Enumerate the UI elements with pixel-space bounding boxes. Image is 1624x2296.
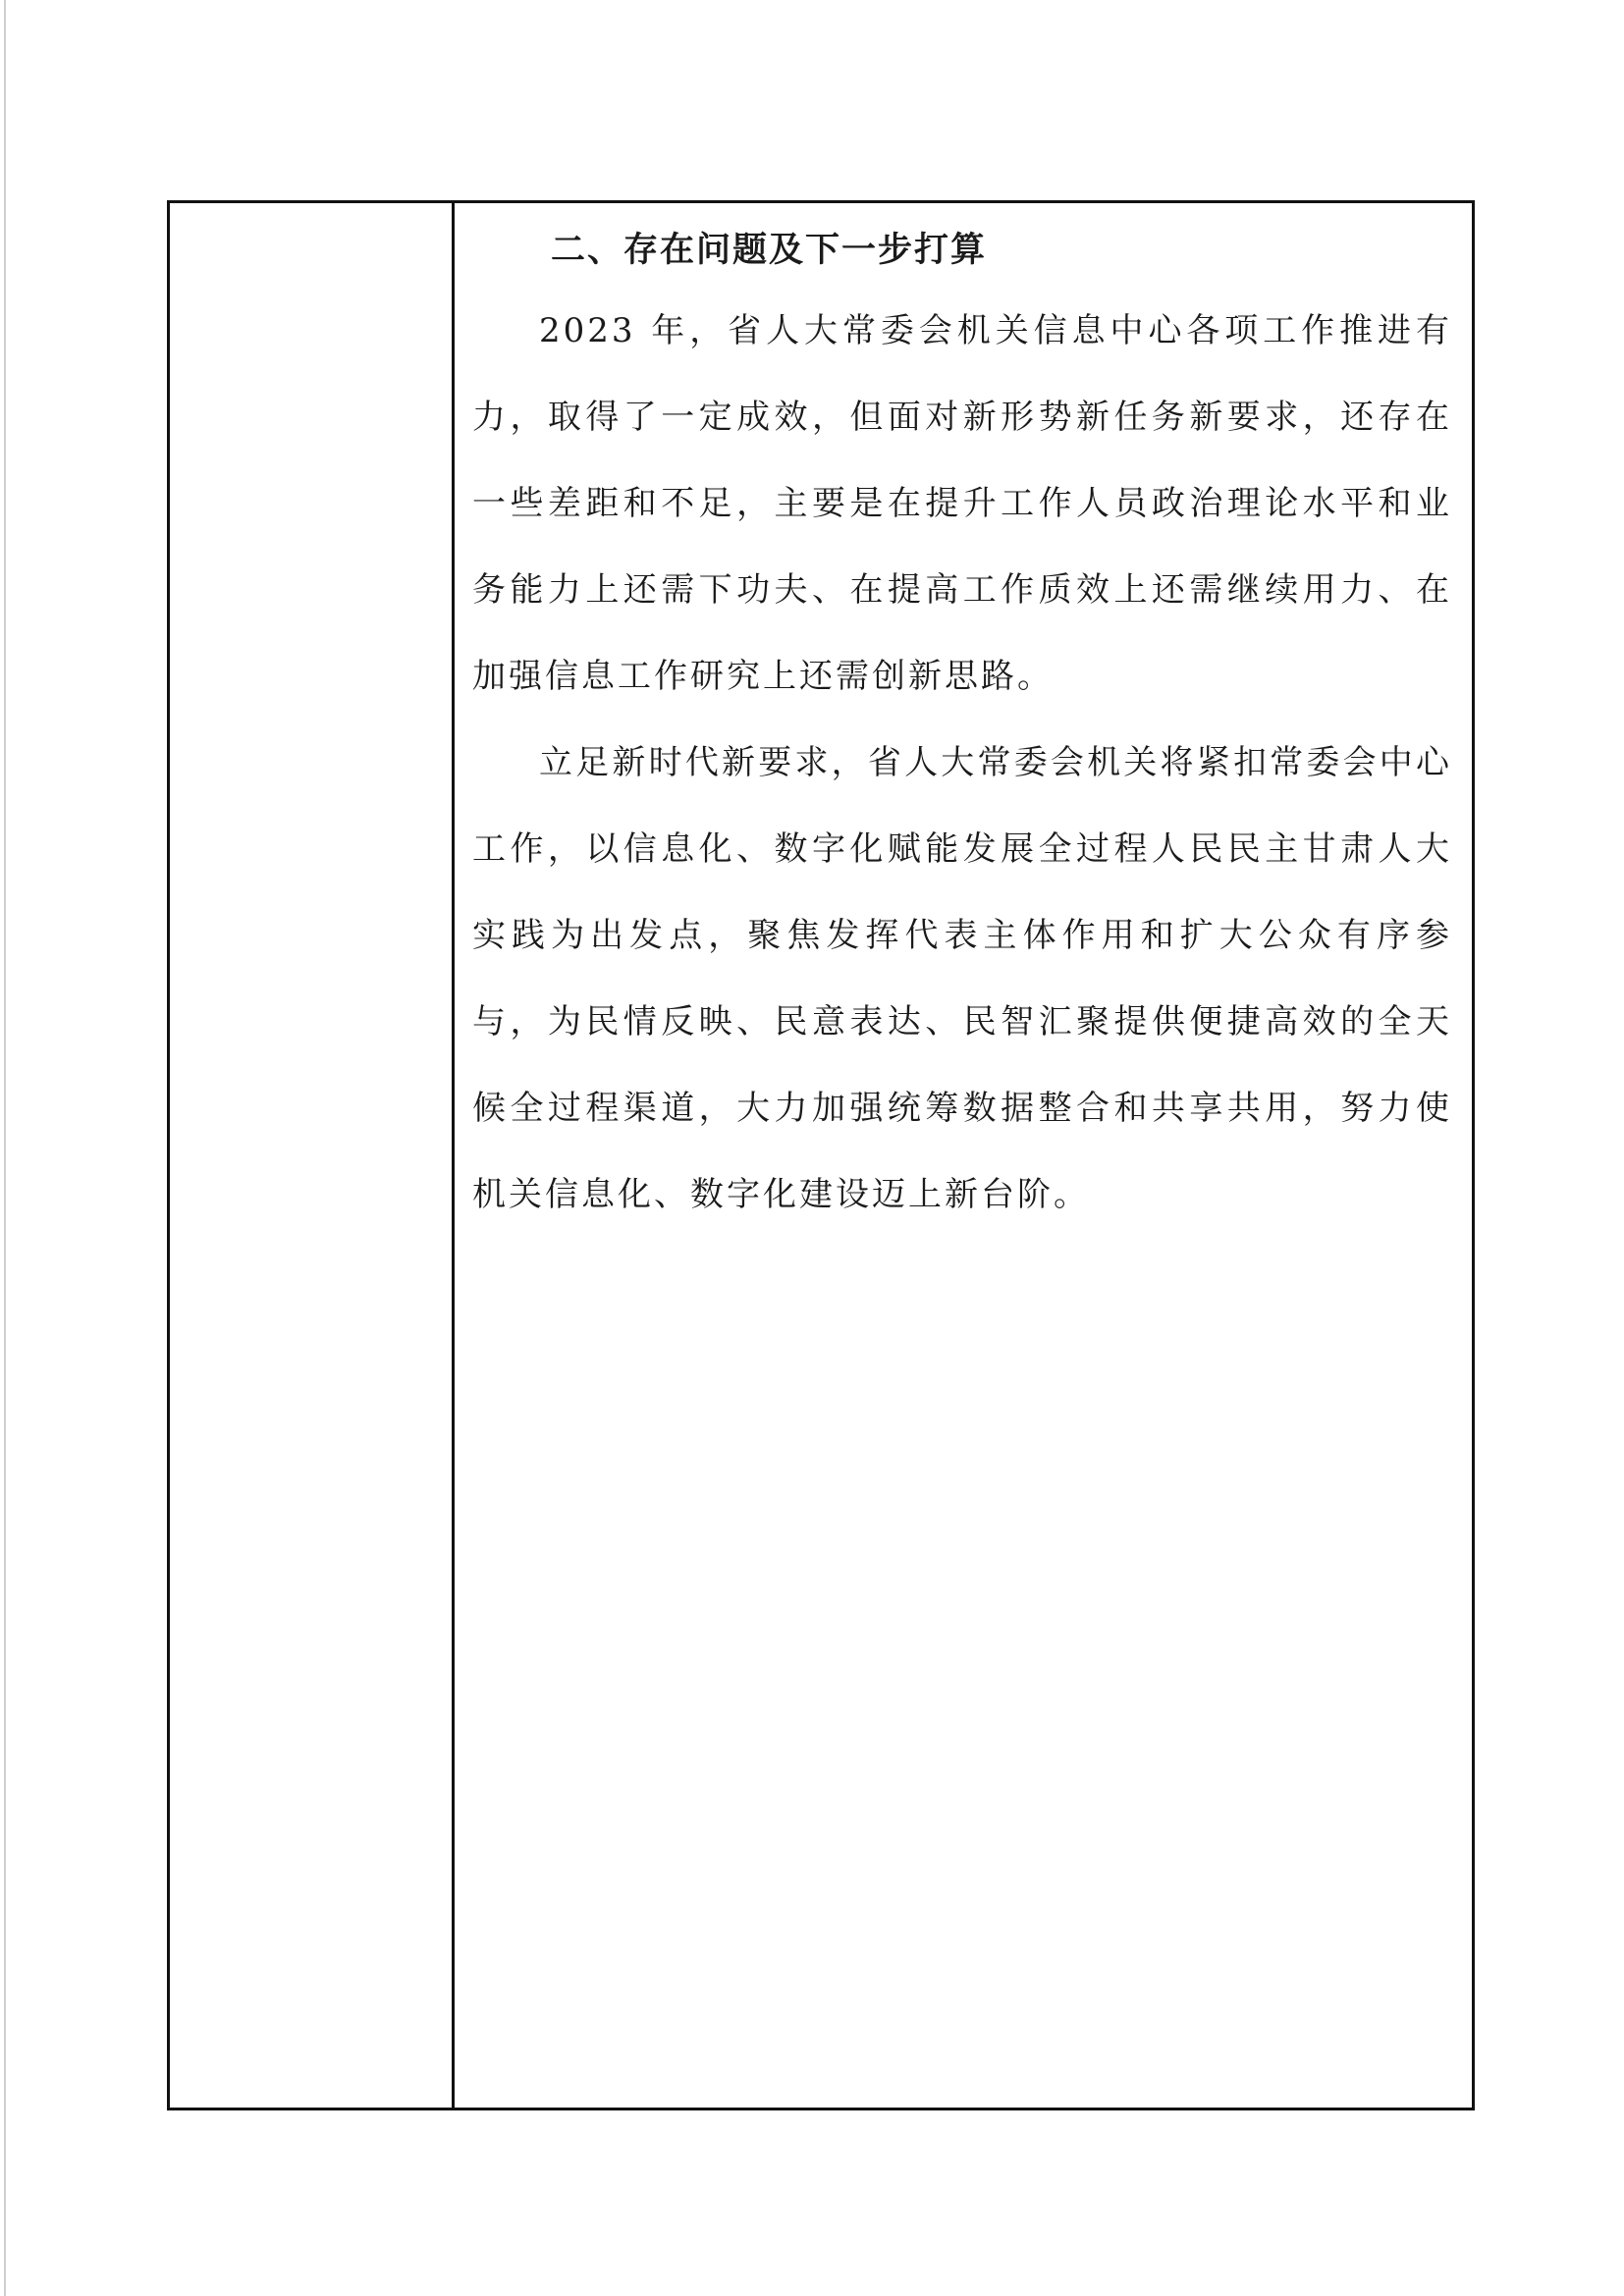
scan-edge-line [4,0,6,2296]
paragraph-next-steps: 立足新时代新要求，省人大常委会机关将紧扣常委会中心工作，以信息化、数字化赋能发展全过程人民民主甘肃人大实践为出发点，聚焦发挥代表主体作用和扩大公众有序参与，为民情反映、民意表达、民智汇聚提供便捷高效的全天候全过程渠道，大力加强统筹数据整合和共享共用，努力使机关信息化、数字化建设迈上新台阶。 [472,743,1452,1214]
section-heading: 二、存在问题及下一步打算 [551,230,988,270]
table-label-cell [170,203,455,2108]
paragraph-problems: 2023 年，省人大常委会机关信息中心各项工作推进有力，取得了一定成效，但面对新形势新任务新要求，还存在一些差距和不足，主要是在提升工作人员政治理论水平和业务能力上还需下功夫、在提高工作质效上还需继续用力、在加强信息工作研究上还需创新思路。 [472,311,1452,696]
form-table [167,200,1475,2110]
table-content-cell [455,203,1472,2108]
